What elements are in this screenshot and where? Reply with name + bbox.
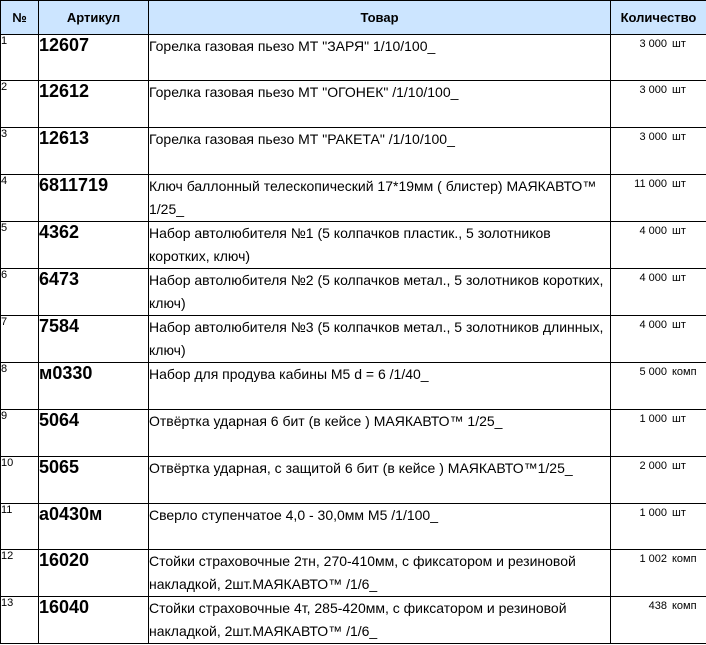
header-article: Артикул: [39, 1, 149, 35]
quantity-value: 3 000: [639, 84, 667, 96]
table-row: [1, 550, 706, 597]
row-number: 8: [1, 363, 39, 410]
product-name: Стойки страховочные 4т, 285-420мм, с фиксатором и резиновой накладкой, 2шт.МАЯКАВТО™ /1/6_: [149, 597, 611, 644]
product-name: Набор автолюбителя №3 (5 колпачков метал., 5 золотников длинных, ключ): [149, 316, 611, 363]
quantity-unit: шт: [672, 413, 686, 425]
quantity-unit: комп: [672, 366, 697, 378]
row-number: 3: [1, 128, 39, 175]
article-code: 12607: [39, 35, 149, 81]
quantity-cell: [611, 269, 706, 316]
quantity-unit: комп: [672, 600, 697, 612]
quantity-unit: шт: [672, 319, 686, 331]
quantity-unit: шт: [672, 38, 686, 50]
quantity-value: 438: [648, 600, 667, 612]
table-row: [1, 363, 706, 410]
header-product: Товар: [149, 1, 611, 35]
table-row: [1, 269, 706, 316]
article-code: а0430м: [39, 504, 149, 550]
quantity-value: 1 002: [639, 553, 667, 565]
quantity-cell: [611, 363, 706, 410]
quantity-value: 1 000: [639, 413, 667, 425]
row-number: 5: [1, 222, 39, 269]
quantity-value: 3 000: [639, 131, 667, 143]
row-number: 10: [1, 457, 39, 504]
article-code: 5064: [39, 410, 149, 457]
product-name: Набор автолюбителя №2 (5 колпачков метал., 5 золотников коротких, ключ): [149, 269, 611, 316]
quantity-unit: комп: [672, 553, 697, 565]
product-name: Горелка газовая пьезо МТ "ЗАРЯ" 1/10/100_: [149, 35, 611, 81]
table-row: [1, 457, 706, 504]
article-code: 16020: [39, 550, 149, 597]
table-row: [1, 175, 706, 222]
article-code: 6811719: [39, 175, 149, 222]
quantity-unit: шт: [672, 84, 686, 96]
quantity-cell: [611, 35, 706, 81]
quantity-unit: шт: [672, 272, 686, 284]
table-row: [1, 504, 706, 550]
article-code: 7584: [39, 316, 149, 363]
quantity-unit: шт: [672, 131, 686, 143]
row-number: 4: [1, 175, 39, 222]
article-code: 12613: [39, 128, 149, 175]
article-code: м0330: [39, 363, 149, 410]
quantity-value: 4 000: [639, 225, 667, 237]
table-row: [1, 316, 706, 363]
row-number: 1: [1, 35, 39, 81]
article-code: 16040: [39, 597, 149, 644]
product-name: Горелка газовая пьезо МТ "ОГОНЕК" /1/10/100_: [149, 81, 611, 128]
quantity-unit: шт: [672, 507, 686, 519]
product-name: Горелка газовая пьезо МТ "РАКЕТА" /1/10/100_: [149, 128, 611, 175]
article-code: 6473: [39, 269, 149, 316]
quantity-value: 1 000: [639, 507, 667, 519]
quantity-cell: [611, 410, 706, 457]
product-name: Сверло ступенчатое 4,0 - 30,0мм М5 /1/100_: [149, 504, 611, 550]
row-number: 9: [1, 410, 39, 457]
quantity-value: 4 000: [639, 319, 667, 331]
quantity-value: 2 000: [639, 460, 667, 472]
row-number: 6: [1, 269, 39, 316]
row-number: 11: [1, 504, 39, 550]
row-number: 2: [1, 81, 39, 128]
quantity-cell: [611, 222, 706, 269]
row-number: 12: [1, 550, 39, 597]
quantity-value: 11 000: [634, 178, 667, 190]
quantity-cell: [611, 457, 706, 504]
product-name: Отвёртка ударная, с защитой 6 бит (в кейсе ) МАЯКАВТО™1/25_: [149, 457, 611, 504]
table-row: [1, 597, 706, 644]
product-name: Стойки страховочные 2тн, 270-410мм, с фиксатором и резиновой накладкой, 2шт.МАЯКАВТО™ /1/6_: [149, 550, 611, 597]
table-row: [1, 410, 706, 457]
article-code: 5065: [39, 457, 149, 504]
quantity-cell: [611, 316, 706, 363]
quantity-unit: шт: [672, 225, 686, 237]
quantity-unit: шт: [672, 460, 686, 472]
quantity-cell: [611, 550, 706, 597]
header-num: №: [1, 1, 39, 35]
article-code: 4362: [39, 222, 149, 269]
quantity-value: 3 000: [639, 38, 667, 50]
table-row: [1, 222, 706, 269]
quantity-cell: [611, 597, 706, 644]
table-row: [1, 35, 706, 81]
quantity-value: 5 000: [639, 366, 667, 378]
quantity-cell: [611, 128, 706, 175]
quantity-value: 4 000: [639, 272, 667, 284]
table-row: [1, 81, 706, 128]
article-code: 12612: [39, 81, 149, 128]
product-name: Набор автолюбителя №1 (5 колпачков пластик., 5 золотников коротких, ключ): [149, 222, 611, 269]
header-row: [1, 1, 706, 35]
product-name: Набор для продува кабины М5 d = 6 /1/40_: [149, 363, 611, 410]
product-name: Отвёртка ударная 6 бит (в кейсе ) МАЯКАВТО™ 1/25_: [149, 410, 611, 457]
product-name: Ключ баллонный телескопический 17*19мм ( блистер) МАЯКАВТО™ 1/25_: [149, 175, 611, 222]
row-number: 7: [1, 316, 39, 363]
quantity-cell: [611, 504, 706, 550]
quantity-unit: шт: [672, 178, 686, 190]
row-number: 13: [1, 597, 39, 644]
header-qty: Количество: [611, 1, 706, 35]
table-row: [1, 128, 706, 175]
quantity-cell: [611, 175, 706, 222]
quantity-cell: [611, 81, 706, 128]
